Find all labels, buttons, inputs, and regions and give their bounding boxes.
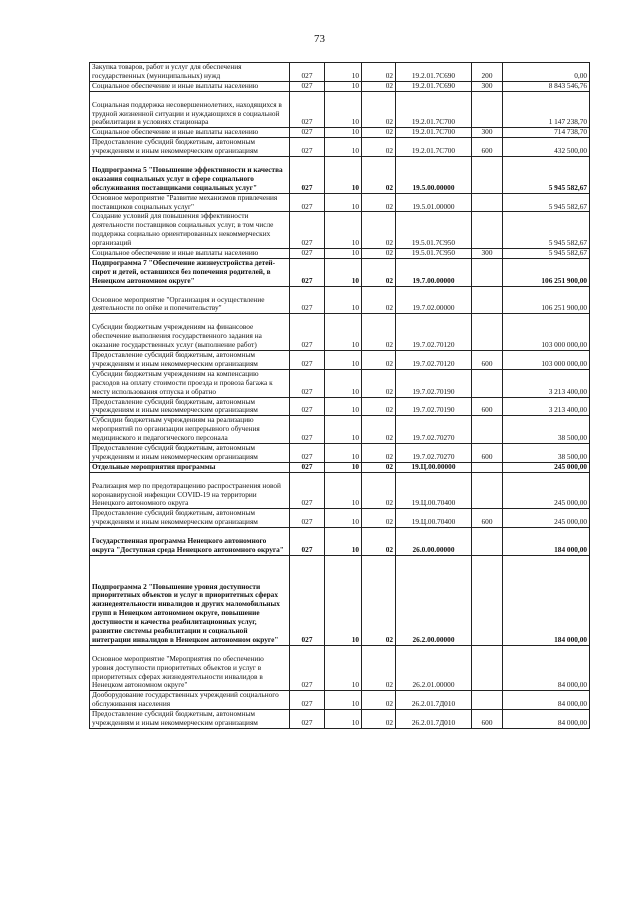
row-vr <box>472 193 503 212</box>
table-row <box>90 645 590 691</box>
row-name: Создание условий для повышения эффективности деятельности поставщиков социальных услуг, в том числе поддержка социально ориентированных некоммерческих организаций <box>90 212 290 249</box>
row-pr: 02 <box>362 472 396 509</box>
row-csr: 19.5.01.7С950 <box>396 212 472 249</box>
row-name: Подпрограмма 5 "Повышение эффективности и качества оказания социальных услуг в сфере социального обслуживания поставщиками социальных услуг" <box>90 157 290 194</box>
row-sum: 432 500,00 <box>503 138 590 157</box>
row-name: Предоставление субсидий бюджетным, автономным учреждениям и иным некоммерческим организациям <box>90 509 290 528</box>
table-row <box>90 138 590 157</box>
row-vr <box>472 91 503 128</box>
table-row <box>90 91 590 128</box>
row-sum: 0,00 <box>503 63 590 82</box>
table-row <box>90 314 590 351</box>
row-glava: 027 <box>290 249 325 259</box>
row-pr: 02 <box>362 63 396 82</box>
row-glava: 027 <box>290 286 325 314</box>
row-glava: 027 <box>290 509 325 528</box>
row-glava: 027 <box>290 369 325 397</box>
row-sum: 84 000,00 <box>503 691 590 710</box>
row-pr: 02 <box>362 128 396 138</box>
row-sum: 3 213 400,00 <box>503 369 590 397</box>
row-csr: 19.7.02.70190 <box>396 397 472 416</box>
row-sum: 3 213 400,00 <box>503 397 590 416</box>
row-name: Социальная поддержка несовершеннолетних, находящихся в трудной жизненной ситуации и нуждающихся в социальной реабилитации в условиях стационара <box>90 91 290 128</box>
row-pr: 02 <box>362 157 396 194</box>
row-glava: 027 <box>290 462 325 472</box>
row-name: Реализация мер по предотвращению распространения новой коронавирусной инфекции COVID-19 на территории Ненецкого автономного округа <box>90 472 290 509</box>
table-row <box>90 350 590 369</box>
row-csr: 19.Ц.00.00000 <box>396 462 472 472</box>
row-rz: 10 <box>325 138 362 157</box>
row-csr: 19.2.01.7С700 <box>396 91 472 128</box>
row-name: Основное мероприятие "Мероприятия по обеспечению уровня доступности приоритетных объектов и услуг в приоритетных сферах жизнедеятельности инвалидов в Ненецком автономном округе" <box>90 645 290 691</box>
table-row <box>90 128 590 138</box>
row-name: Субсидии бюджетным учреждениям на реализацию мероприятий по организации непрерывного обучения медицинского и педагогического персонала <box>90 416 290 444</box>
row-vr: 600 <box>472 509 503 528</box>
row-sum: 184 000,00 <box>503 555 590 645</box>
row-pr: 02 <box>362 462 396 472</box>
row-pr: 02 <box>362 286 396 314</box>
row-vr <box>472 472 503 509</box>
row-sum: 84 000,00 <box>503 645 590 691</box>
row-csr: 19.5.01.00000 <box>396 193 472 212</box>
row-name: Предоставление субсидий бюджетным, автономным учреждениям и иным некоммерческим организациям <box>90 397 290 416</box>
row-glava: 027 <box>290 157 325 194</box>
row-rz: 10 <box>325 63 362 82</box>
row-glava: 027 <box>290 63 325 82</box>
table-row <box>90 509 590 528</box>
table-row <box>90 555 590 645</box>
row-csr: 19.7.02.70270 <box>396 416 472 444</box>
row-glava: 027 <box>290 472 325 509</box>
row-pr: 02 <box>362 193 396 212</box>
row-sum: 84 000,00 <box>503 710 590 729</box>
row-csr: 26.2.00.00000 <box>396 555 472 645</box>
table-row <box>90 462 590 472</box>
row-pr: 02 <box>362 528 396 556</box>
row-rz: 10 <box>325 472 362 509</box>
row-name: Предоставление субсидий бюджетным, автономным учреждениям и иным некоммерческим организациям <box>90 444 290 463</box>
row-glava: 027 <box>290 528 325 556</box>
row-name: Подпрограмма 7 "Обеспечение жизнеустройства детей-сирот и детей, оставшихся без попечения родителей, в Ненецком автономном округе" <box>90 258 290 286</box>
table-row <box>90 691 590 710</box>
row-vr <box>472 691 503 710</box>
row-sum: 714 738,70 <box>503 128 590 138</box>
row-csr: 26.2.01.00000 <box>396 645 472 691</box>
row-csr: 19.2.01.7С690 <box>396 81 472 91</box>
table-row <box>90 63 590 82</box>
table-row <box>90 286 590 314</box>
row-name: Предоставление субсидий бюджетным, автономным учреждениям и иным некоммерческим организациям <box>90 138 290 157</box>
row-glava: 027 <box>290 258 325 286</box>
row-rz: 10 <box>325 249 362 259</box>
row-glava: 027 <box>290 212 325 249</box>
row-vr: 600 <box>472 444 503 463</box>
table-row <box>90 472 590 509</box>
table-row <box>90 416 590 444</box>
row-pr: 02 <box>362 258 396 286</box>
row-name: Социальное обеспечение и иные выплаты населению <box>90 128 290 138</box>
row-sum: 5 945 582,67 <box>503 157 590 194</box>
row-glava: 027 <box>290 444 325 463</box>
row-vr: 300 <box>472 128 503 138</box>
row-vr <box>472 286 503 314</box>
row-vr: 200 <box>472 63 503 82</box>
row-rz: 10 <box>325 128 362 138</box>
row-sum: 106 251 900,00 <box>503 286 590 314</box>
row-sum: 5 945 582,67 <box>503 193 590 212</box>
table-row <box>90 369 590 397</box>
row-rz: 10 <box>325 528 362 556</box>
row-pr: 02 <box>362 138 396 157</box>
row-csr: 26.0.00.00000 <box>396 528 472 556</box>
row-rz: 10 <box>325 81 362 91</box>
row-rz: 10 <box>325 710 362 729</box>
row-pr: 02 <box>362 416 396 444</box>
row-vr <box>472 369 503 397</box>
row-pr: 02 <box>362 555 396 645</box>
table-row <box>90 157 590 194</box>
row-sum: 5 945 582,67 <box>503 249 590 259</box>
row-pr: 02 <box>362 212 396 249</box>
row-rz: 10 <box>325 286 362 314</box>
row-rz: 10 <box>325 645 362 691</box>
row-glava: 027 <box>290 555 325 645</box>
table-row <box>90 249 590 259</box>
row-vr <box>472 258 503 286</box>
row-rz: 10 <box>325 157 362 194</box>
row-pr: 02 <box>362 249 396 259</box>
row-csr: 19.Ц.00.70400 <box>396 509 472 528</box>
row-pr: 02 <box>362 645 396 691</box>
row-name: Субсидии бюджетным учреждениям на финансовое обеспечение выполнения государственного задания на оказание государственных услуг (выполнение работ) <box>90 314 290 351</box>
row-name: Социальное обеспечение и иные выплаты населению <box>90 81 290 91</box>
row-vr <box>472 416 503 444</box>
row-vr: 600 <box>472 710 503 729</box>
row-glava: 027 <box>290 128 325 138</box>
row-name: Подпрограмма 2 "Повышение уровня доступности приоритетных объектов и услуг в приоритетных сферах жизнедеятельности инвалидов и других маломобильных групп в Ненецком автономном округе, повышение доступности и качества реабилитационных услуг, развитие системы реабилитации и социальной интеграции инвалидов в Ненецком автономном округе" <box>90 555 290 645</box>
row-glava: 027 <box>290 193 325 212</box>
row-sum: 1 147 238,70 <box>503 91 590 128</box>
page-number: 73 <box>314 33 325 45</box>
row-glava: 027 <box>290 397 325 416</box>
row-rz: 10 <box>325 509 362 528</box>
row-sum: 38 500,00 <box>503 416 590 444</box>
table-row <box>90 397 590 416</box>
row-name: Закупка товаров, работ и услуг для обеспечения государственных (муниципальных) нужд <box>90 63 290 82</box>
row-csr: 26.2.01.7Д010 <box>396 710 472 729</box>
row-vr: 600 <box>472 397 503 416</box>
row-sum: 184 000,00 <box>503 528 590 556</box>
row-vr: 300 <box>472 81 503 91</box>
row-rz: 10 <box>325 416 362 444</box>
row-vr <box>472 528 503 556</box>
row-glava: 027 <box>290 691 325 710</box>
row-rz: 10 <box>325 691 362 710</box>
row-glava: 027 <box>290 710 325 729</box>
row-vr <box>472 314 503 351</box>
row-vr <box>472 212 503 249</box>
table-body <box>90 63 590 729</box>
row-vr <box>472 157 503 194</box>
row-csr: 19.7.02.70190 <box>396 369 472 397</box>
row-name: Предоставление субсидий бюджетным, автономным учреждениям и иным некоммерческим организациям <box>90 710 290 729</box>
row-rz: 10 <box>325 314 362 351</box>
row-rz: 10 <box>325 555 362 645</box>
row-glava: 027 <box>290 416 325 444</box>
row-csr: 19.5.01.7С950 <box>396 249 472 259</box>
row-pr: 02 <box>362 91 396 128</box>
table-row <box>90 444 590 463</box>
row-sum: 5 945 582,67 <box>503 212 590 249</box>
row-csr: 19.7.02.70120 <box>396 314 472 351</box>
row-name: Субсидии бюджетным учреждениям на компенсацию расходов на оплату стоимости проезда и провоза багажа к месту использования отпуска и обратно <box>90 369 290 397</box>
row-vr <box>472 462 503 472</box>
row-rz: 10 <box>325 193 362 212</box>
row-name: Предоставление субсидий бюджетным, автономным учреждениям и иным некоммерческим организациям <box>90 350 290 369</box>
row-name: Социальное обеспечение и иные выплаты населению <box>90 249 290 259</box>
row-sum: 245 000,00 <box>503 509 590 528</box>
row-glava: 027 <box>290 81 325 91</box>
row-rz: 10 <box>325 350 362 369</box>
row-csr: 19.7.00.00000 <box>396 258 472 286</box>
row-pr: 02 <box>362 509 396 528</box>
row-csr: 19.Ц.00.70400 <box>396 472 472 509</box>
row-sum: 103 000 000,00 <box>503 350 590 369</box>
table-row <box>90 212 590 249</box>
row-rz: 10 <box>325 444 362 463</box>
row-csr: 26.2.01.7Д010 <box>396 691 472 710</box>
row-csr: 19.2.01.7С700 <box>396 138 472 157</box>
row-name: Основное мероприятие "Организация и осуществление деятельности по опёке и попечительству" <box>90 286 290 314</box>
row-pr: 02 <box>362 350 396 369</box>
row-vr: 300 <box>472 249 503 259</box>
table-row <box>90 193 590 212</box>
row-rz: 10 <box>325 369 362 397</box>
row-csr: 19.2.01.7С690 <box>396 63 472 82</box>
row-glava: 027 <box>290 138 325 157</box>
row-pr: 02 <box>362 710 396 729</box>
row-name: Основное мероприятие "Развитие механизмов привлечения поставщиков социальных услуг" <box>90 193 290 212</box>
row-pr: 02 <box>362 444 396 463</box>
row-csr: 19.7.02.70120 <box>396 350 472 369</box>
row-pr: 02 <box>362 81 396 91</box>
row-pr: 02 <box>362 369 396 397</box>
row-rz: 10 <box>325 212 362 249</box>
row-vr <box>472 555 503 645</box>
row-rz: 10 <box>325 91 362 128</box>
row-rz: 10 <box>325 462 362 472</box>
row-sum: 106 251 900,00 <box>503 258 590 286</box>
row-pr: 02 <box>362 397 396 416</box>
row-name: Отдельные мероприятия программы <box>90 462 290 472</box>
row-csr: 19.7.02.00000 <box>396 286 472 314</box>
table-row <box>90 528 590 556</box>
row-name: Дооборудование государственных учреждений социального обслуживания населения <box>90 691 290 710</box>
row-glava: 027 <box>290 91 325 128</box>
table-row <box>90 81 590 91</box>
row-rz: 10 <box>325 397 362 416</box>
row-sum: 103 000 000,00 <box>503 314 590 351</box>
row-pr: 02 <box>362 691 396 710</box>
row-csr: 19.7.02.70270 <box>396 444 472 463</box>
row-name: Государственная программа Ненецкого автономного округа "Доступная среда Ненецкого автономного округа" <box>90 528 290 556</box>
row-sum: 8 843 546,76 <box>503 81 590 91</box>
table-row <box>90 258 590 286</box>
row-glava: 027 <box>290 645 325 691</box>
table-row <box>90 710 590 729</box>
row-rz: 10 <box>325 258 362 286</box>
row-csr: 19.2.01.7С700 <box>396 128 472 138</box>
row-vr: 600 <box>472 138 503 157</box>
row-glava: 027 <box>290 314 325 351</box>
row-sum: 245 000,00 <box>503 462 590 472</box>
row-glava: 027 <box>290 350 325 369</box>
row-vr: 600 <box>472 350 503 369</box>
budget-table <box>89 62 590 729</box>
row-sum: 245 000,00 <box>503 472 590 509</box>
row-sum: 38 500,00 <box>503 444 590 463</box>
row-vr <box>472 645 503 691</box>
row-pr: 02 <box>362 314 396 351</box>
row-csr: 19.5.00.00000 <box>396 157 472 194</box>
